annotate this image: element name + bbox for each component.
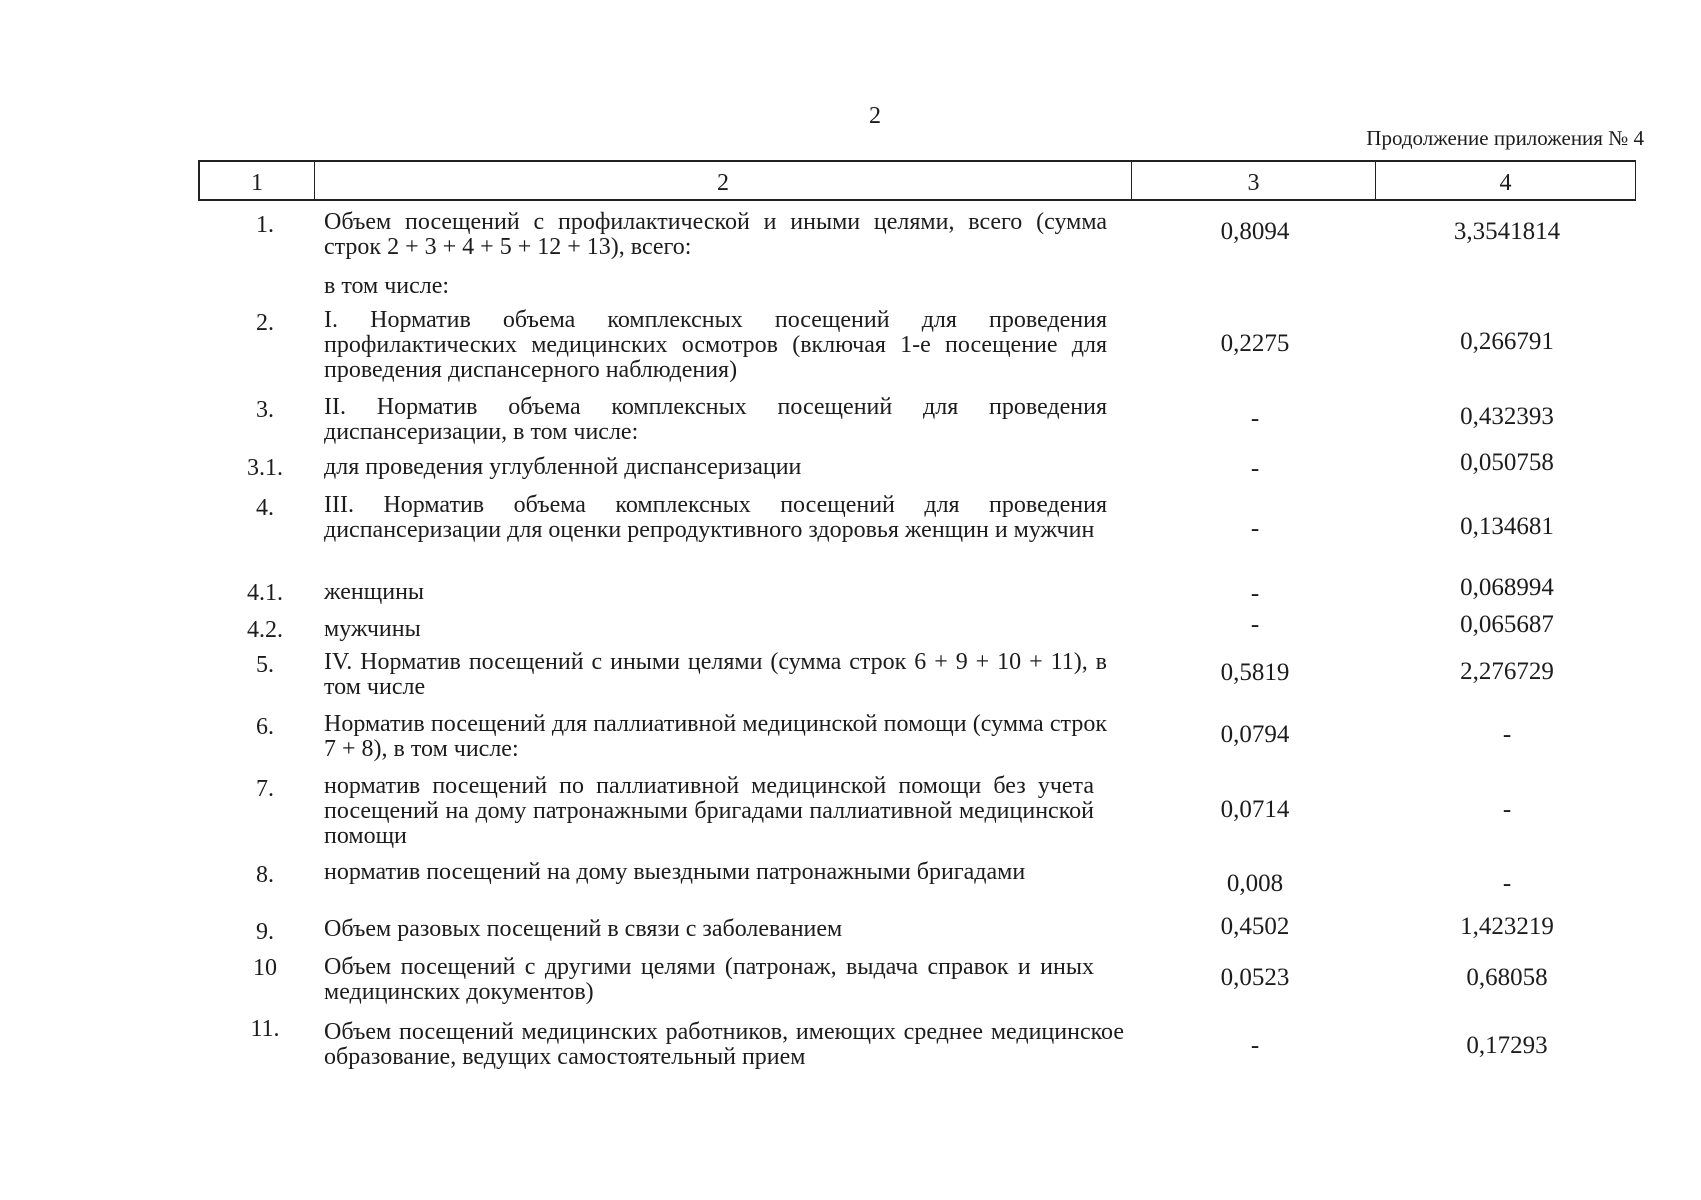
row-number: 4.: [256, 495, 274, 521]
header-col-3: 3: [1132, 162, 1376, 199]
row-col3-value: 0,2275: [1220, 330, 1290, 357]
row-col4-value: -: [1502, 796, 1512, 823]
row-col4-value: 0,068994: [1460, 574, 1554, 601]
row-col4-value: 0,050758: [1460, 449, 1554, 476]
row-col3-value: -: [1250, 611, 1260, 638]
row-description: Объем посещений с профилактической и иными целями, всего (сумма строк 2 + 3 + 4 + 5 + 12 + 13), всего:: [324, 209, 1107, 260]
row-number: 2.: [256, 310, 274, 336]
row-col3-value: 0,008: [1226, 870, 1284, 897]
row-description: III. Норматив объема комплексных посещений для проведения диспансеризации для оценки репродуктивного здоровья женщин и мужчин: [324, 492, 1107, 543]
row-col4-value: 3,3541814: [1453, 218, 1561, 245]
row-col3-value: 0,5819: [1220, 659, 1290, 686]
row-col4-value: 0,432393: [1460, 403, 1554, 430]
row-number: 1.: [256, 212, 274, 238]
row-col3-value: 0,8094: [1220, 218, 1290, 245]
row-number: 5.: [256, 652, 274, 678]
row-col3-value: 0,0714: [1220, 796, 1290, 823]
row-col4-value: 0,266791: [1460, 328, 1554, 355]
row-col4-value: -: [1502, 870, 1512, 897]
continuation-note: Продолжение приложения № 4: [1366, 126, 1644, 150]
row-description: I. Норматив объема комплексных посещений для проведения профилактических медицинских осмотров (включая 1-е посещение для проведения диспансерного наблюдения): [324, 307, 1107, 383]
row-description: женщины: [324, 579, 425, 605]
header-col-2: 2: [315, 162, 1132, 199]
row-col3-value: 0,4502: [1220, 913, 1290, 940]
row-col4-value: 0,065687: [1460, 611, 1554, 638]
row-description: норматив посещений на дому выездными патронажными бригадами: [324, 859, 1026, 885]
row-col3-value: 0,0523: [1220, 964, 1290, 991]
row-description: Норматив посещений для паллиативной медицинской помощи (сумма строк 7 + 8), в том числе:: [324, 711, 1107, 762]
row-number: 9.: [256, 919, 274, 945]
row-col3-value: 0,0794: [1220, 721, 1290, 748]
row-number: 4.1.: [247, 580, 283, 606]
row-col4-value: 0,68058: [1466, 964, 1548, 991]
row-description: Объем разовых посещений в связи с заболеванием: [324, 916, 843, 942]
row-col4-value: 0,17293: [1466, 1032, 1548, 1059]
row-col3-value: -: [1250, 405, 1260, 432]
row-number: 8.: [256, 862, 274, 888]
row-col4-value: 2,276729: [1460, 658, 1554, 685]
row-number: 6.: [256, 714, 274, 740]
row-description: Объем посещений с другими целями (патронаж, выдача справок и иных медицинских документов): [324, 954, 1094, 1005]
row-description: мужчины: [324, 616, 421, 642]
row-description: IV. Норматив посещений с иными целями (сумма строк 6 + 9 + 10 + 11), в том числе: [324, 649, 1107, 700]
page-number: 2: [869, 103, 881, 129]
header-col-4: 4: [1499, 170, 1512, 196]
row-col3-value: -: [1250, 580, 1260, 607]
row-number: 4.2.: [247, 617, 283, 643]
row-description: в том числе:: [324, 273, 450, 299]
row-col4-value: 1,423219: [1460, 913, 1554, 940]
row-description: для проведения углубленной диспансеризации: [324, 454, 802, 480]
row-description: норматив посещений по паллиативной медицинской помощи без учета посещений на дому патронажными бригадами паллиативной медицинской помощи: [324, 773, 1094, 849]
row-number: 3.: [256, 397, 274, 423]
row-number: 10: [253, 955, 277, 981]
row-description: Объем посещений медицинских работников, имеющих среднее медицинское образование, ведущих самостоятельный прием: [324, 1019, 1124, 1070]
row-col4-value: -: [1502, 721, 1512, 748]
header-col-1: 1: [200, 162, 315, 199]
row-col3-value: -: [1250, 1032, 1260, 1059]
row-number: 11.: [250, 1016, 280, 1042]
row-number: 3.1.: [247, 455, 283, 481]
row-description: II. Норматив объема комплексных посещений для проведения диспансеризации, в том числе:: [324, 394, 1107, 445]
row-col4-value: 0,134681: [1460, 513, 1554, 540]
row-number: 7.: [256, 776, 274, 802]
row-col3-value: -: [1250, 515, 1260, 542]
row-col3-value: -: [1250, 455, 1260, 482]
